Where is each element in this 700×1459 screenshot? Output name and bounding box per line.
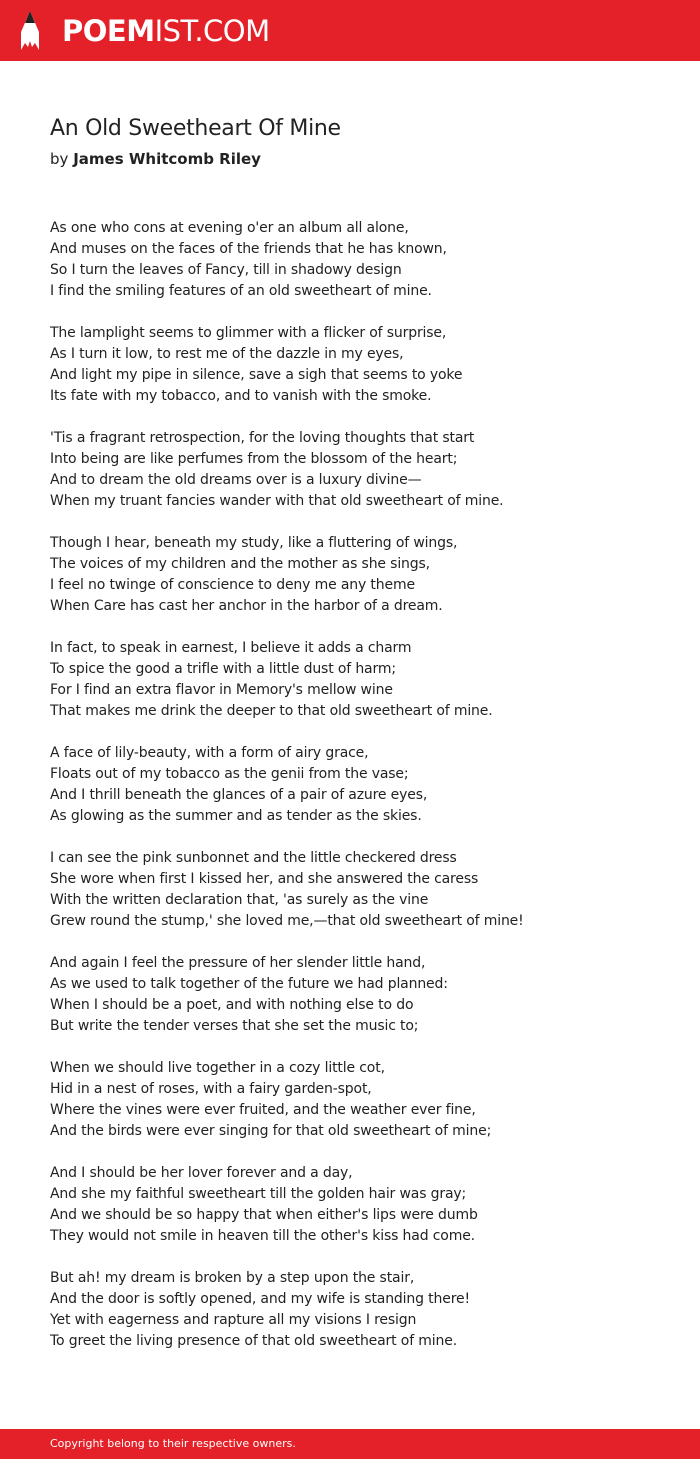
poem-line: Hid in a nest of roses, with a fairy garden-spot, (50, 1081, 372, 1097)
site-logo[interactable] (62, 11, 270, 51)
poem-line: Its fate with my tobacco, and to vanish with the smoke. (50, 388, 432, 404)
poem-line: Floats out of my tobacco as the genii from the vase; (50, 766, 409, 782)
poem-line: As we used to talk together of the future we had planned: (50, 976, 448, 992)
poem-line: A face of lily-beauty, with a form of airy grace, (50, 745, 369, 761)
copyright-text: Copyright belong to their respective owners. (50, 1437, 296, 1450)
poem-line: To greet the living presence of that old sweetheart of mine. (50, 1333, 458, 1349)
poem-line: And I should be her lover forever and a day, (50, 1165, 353, 1181)
by-label: by (50, 150, 69, 168)
stanza (50, 428, 670, 512)
poem-line: With the written declaration that, 'as surely as the vine (50, 892, 429, 908)
poem-line: But ah! my dream is broken by a step upon the stair, (50, 1270, 415, 1286)
stanza (50, 848, 670, 932)
stanza (50, 533, 670, 617)
poem-line: For I find an extra flavor in Memory's mellow wine (50, 682, 393, 698)
poem-line: But write the tender verses that she set the music to; (50, 1018, 419, 1034)
poem-line: Grew round the stump,' she loved me,—that old sweetheart of mine! (50, 913, 524, 929)
poem-line: I feel no twinge of conscience to deny me any theme (50, 577, 415, 593)
poem-line: 'Tis a fragrant retrospection, for the loving thoughts that start (50, 430, 475, 446)
site-footer (0, 1429, 700, 1459)
poem-line: As one who cons at evening o'er an album all alone, (50, 220, 409, 236)
stanza (50, 953, 670, 1037)
poem-line: As I turn it low, to rest me of the dazzle in my eyes, (50, 346, 404, 362)
poem-line: And she my faithful sweetheart till the golden hair was gray; (50, 1186, 467, 1202)
poem-line: And I thrill beneath the glances of a pair of azure eyes, (50, 787, 428, 803)
poem-line: And the birds were ever singing for that old sweetheart of mine; (50, 1123, 492, 1139)
poem-line: When Care has cast her anchor in the harbor of a dream. (50, 598, 443, 614)
poem-line: Where the vines were ever fruited, and the weather ever fine, (50, 1102, 476, 1118)
poem-line: They would not smile in heaven till the other's kiss had come. (50, 1228, 475, 1244)
stanza (50, 218, 670, 302)
stanza (50, 1058, 670, 1142)
poem-line: And to dream the old dreams over is a luxury divine— (50, 472, 422, 488)
author-name: James Whitcomb Riley (73, 150, 261, 168)
poem-line: And light my pipe in silence, save a sigh that seems to yoke (50, 367, 463, 383)
poem-line: Yet with eagerness and rapture all my visions I resign (50, 1312, 417, 1328)
stanza (50, 638, 670, 722)
poem-line: And muses on the faces of the friends that he has known, (50, 241, 447, 257)
poem-line: When I should be a poet, and with nothing else to do (50, 997, 414, 1013)
poem-line: And the door is softly opened, and my wife is standing there! (50, 1291, 470, 1307)
poem-line: And we should be so happy that when either's lips were dumb (50, 1207, 478, 1223)
stanza (50, 743, 670, 827)
poem-line: And again I feel the pressure of her slender little hand, (50, 955, 426, 971)
poem-line: The voices of my children and the mother as she sings, (50, 556, 430, 572)
poem-line: As glowing as the summer and as tender as the skies. (50, 808, 422, 824)
poem-line: I can see the pink sunbonnet and the little checkered dress (50, 850, 457, 866)
logo-bold-text: POEM (62, 14, 155, 48)
poem-line: That makes me drink the deeper to that old sweetheart of mine. (50, 703, 493, 719)
poem-line: To spice the good a trifle with a little dust of harm; (50, 661, 396, 677)
poem-title: An Old Sweetheart Of Mine (50, 116, 341, 141)
pen-nib-icon (18, 10, 42, 52)
stanza (50, 323, 670, 407)
poem-body (50, 218, 670, 1373)
poem-line: I find the smiling features of an old sweetheart of mine. (50, 283, 432, 299)
poem-line: When we should live together in a cozy little cot, (50, 1060, 385, 1076)
poem-line: Though I hear, beneath my study, like a fluttering of wings, (50, 535, 458, 551)
logo-light-text: IST.COM (154, 14, 270, 48)
stanza (50, 1163, 670, 1247)
poem-line: So I turn the leaves of Fancy, till in shadowy design (50, 262, 402, 278)
poem-line: The lamplight seems to glimmer with a flicker of surprise, (50, 325, 447, 341)
stanza (50, 1268, 670, 1352)
poem-line: She wore when first I kissed her, and she answered the caress (50, 871, 479, 887)
poem-line: Into being are like perfumes from the blossom of the heart; (50, 451, 458, 467)
poem-line: In fact, to speak in earnest, I believe it adds a charm (50, 640, 412, 656)
byline (50, 150, 261, 168)
poem-line: When my truant fancies wander with that old sweetheart of mine. (50, 493, 504, 509)
site-header (0, 0, 700, 61)
